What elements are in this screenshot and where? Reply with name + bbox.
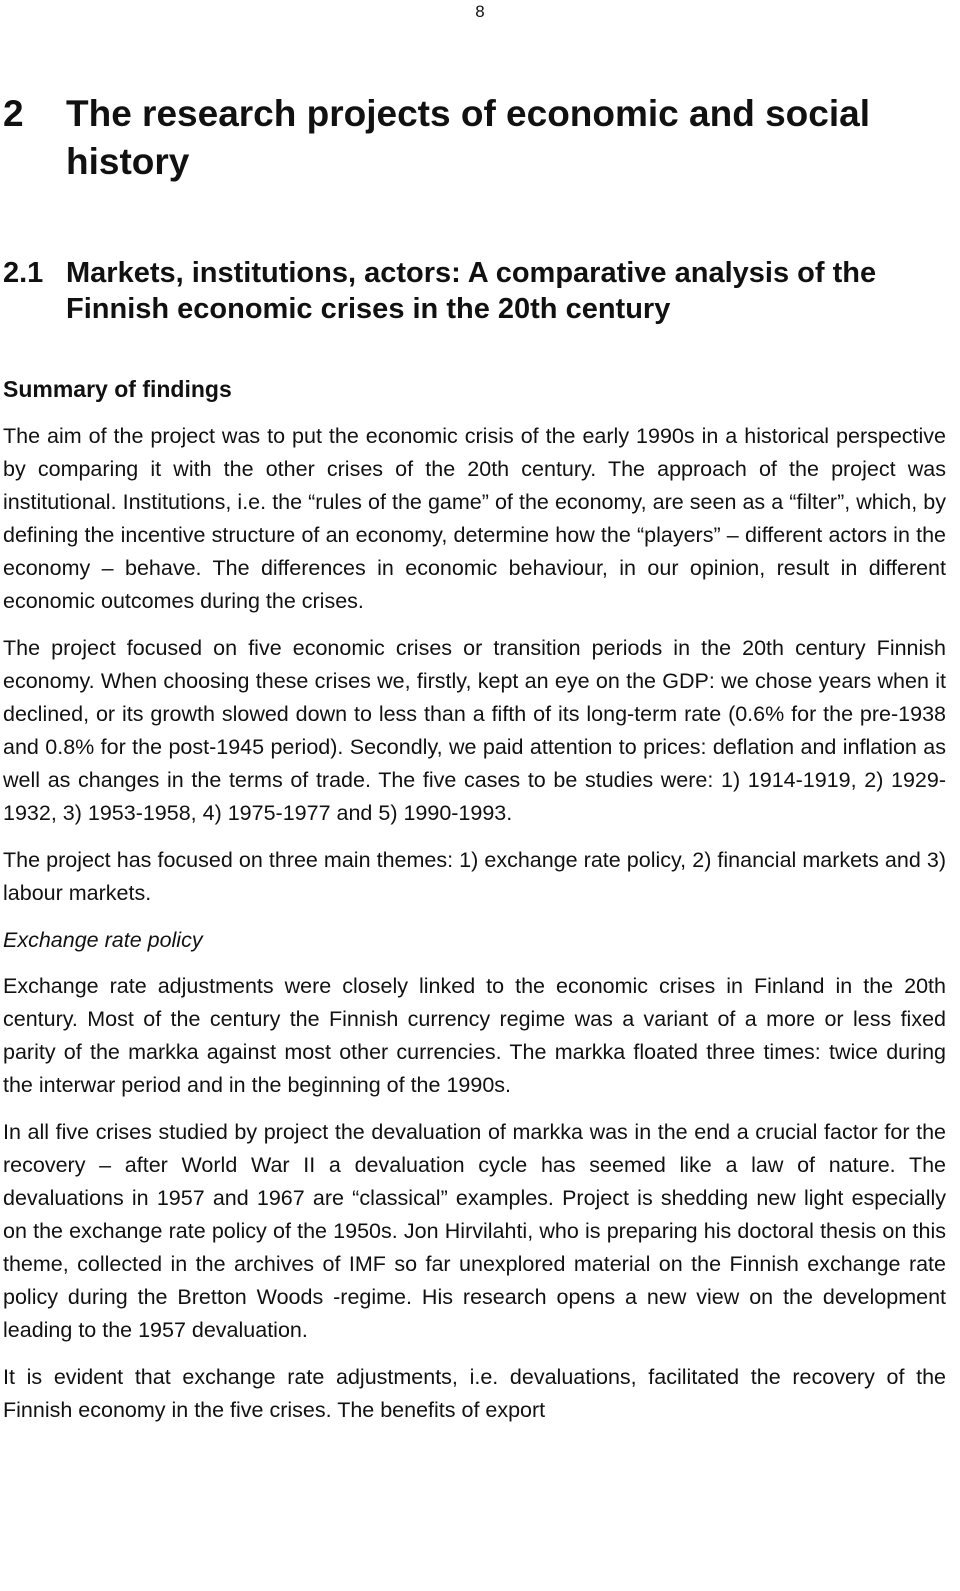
paragraph: In all five crises studied by project the devaluation of markka was in the end a crucial factor for the recovery – after World War II a devaluation cycle has seemed like a law of nature. The devaluations in 1957 and 1967 are “classical” examples. Project is shedding new light especially on the exchange rate policy of the 1950s. Jon Hirvilahti, who is preparing his doctoral thesis on this theme, collected in the archives of IMF so far unexplored material on the Finnish exchange rate policy during the Bretton Woods -regime. His research opens a new view on the development leading to the 1957 devaluation. bbox=[3, 1120, 946, 1342]
body-text bbox=[3, 420, 946, 1441]
paragraph: Exchange rate adjustments were closely linked to the economic crises in Finland in the 20th century. Most of the century the Finnish currency regime was a variant of a more or less fixed parity of the markka against most other currencies. The markka floated three times: twice during the interwar period and in the beginning of the 1990s. bbox=[3, 974, 946, 1097]
paragraph: The project focused on five economic crises or transition periods in the 20th century Finnish economy. When choosing these crises we, firstly, kept an eye on the GDP: we chose years when it declined, or its growth slowed down to less than a fifth of its long-term rate (0.6% for the pre-1938 and 0.8% for the post-1945 period). Secondly, we paid attention to prices: deflation and inflation as well as changes in the terms of trade. The five cases to be studies were: 1) 1914-1919, 2) 1929-1932, 3) 1953-1958, 4) 1975-1977 and 5) 1990-1993. bbox=[3, 636, 946, 825]
chapter-heading bbox=[3, 90, 946, 186]
page-number: 8 bbox=[475, 2, 485, 21]
section-title: Markets, institutions, actors: A comparative analysis of the Finnish economic crises in the 20th century bbox=[66, 257, 877, 325]
section-number: 2.1 bbox=[3, 257, 44, 289]
paragraph: The project has focused on three main themes: 1) exchange rate policy, 2) financial markets and 3) labour markets. bbox=[3, 848, 946, 905]
chapter-number: 2 bbox=[3, 93, 24, 134]
section-heading bbox=[3, 255, 946, 327]
subsection-title: Summary of findings bbox=[3, 376, 232, 402]
chapter-title: The research projects of economic and social history bbox=[66, 93, 870, 182]
exchange-rate-policy-heading: Exchange rate policy bbox=[3, 928, 203, 952]
paragraph: It is evident that exchange rate adjustments, i.e. devaluations, facilitated the recovery of the Finnish economy in the five crises. The benefits of export bbox=[3, 1365, 946, 1422]
paragraph: The aim of the project was to put the economic crisis of the early 1990s in a historical perspective by comparing it with the other crises of the 20th century. The approach of the project was institutional. Institutions, i.e. the “rules of the game” of the economy, are seen as a “filter”, which, by defining the incentive structure of an economy, determine how the “players” – different actors in the economy – behave. The differences in economic behaviour, in our opinion, result in different economic outcomes during the crises. bbox=[3, 424, 946, 613]
